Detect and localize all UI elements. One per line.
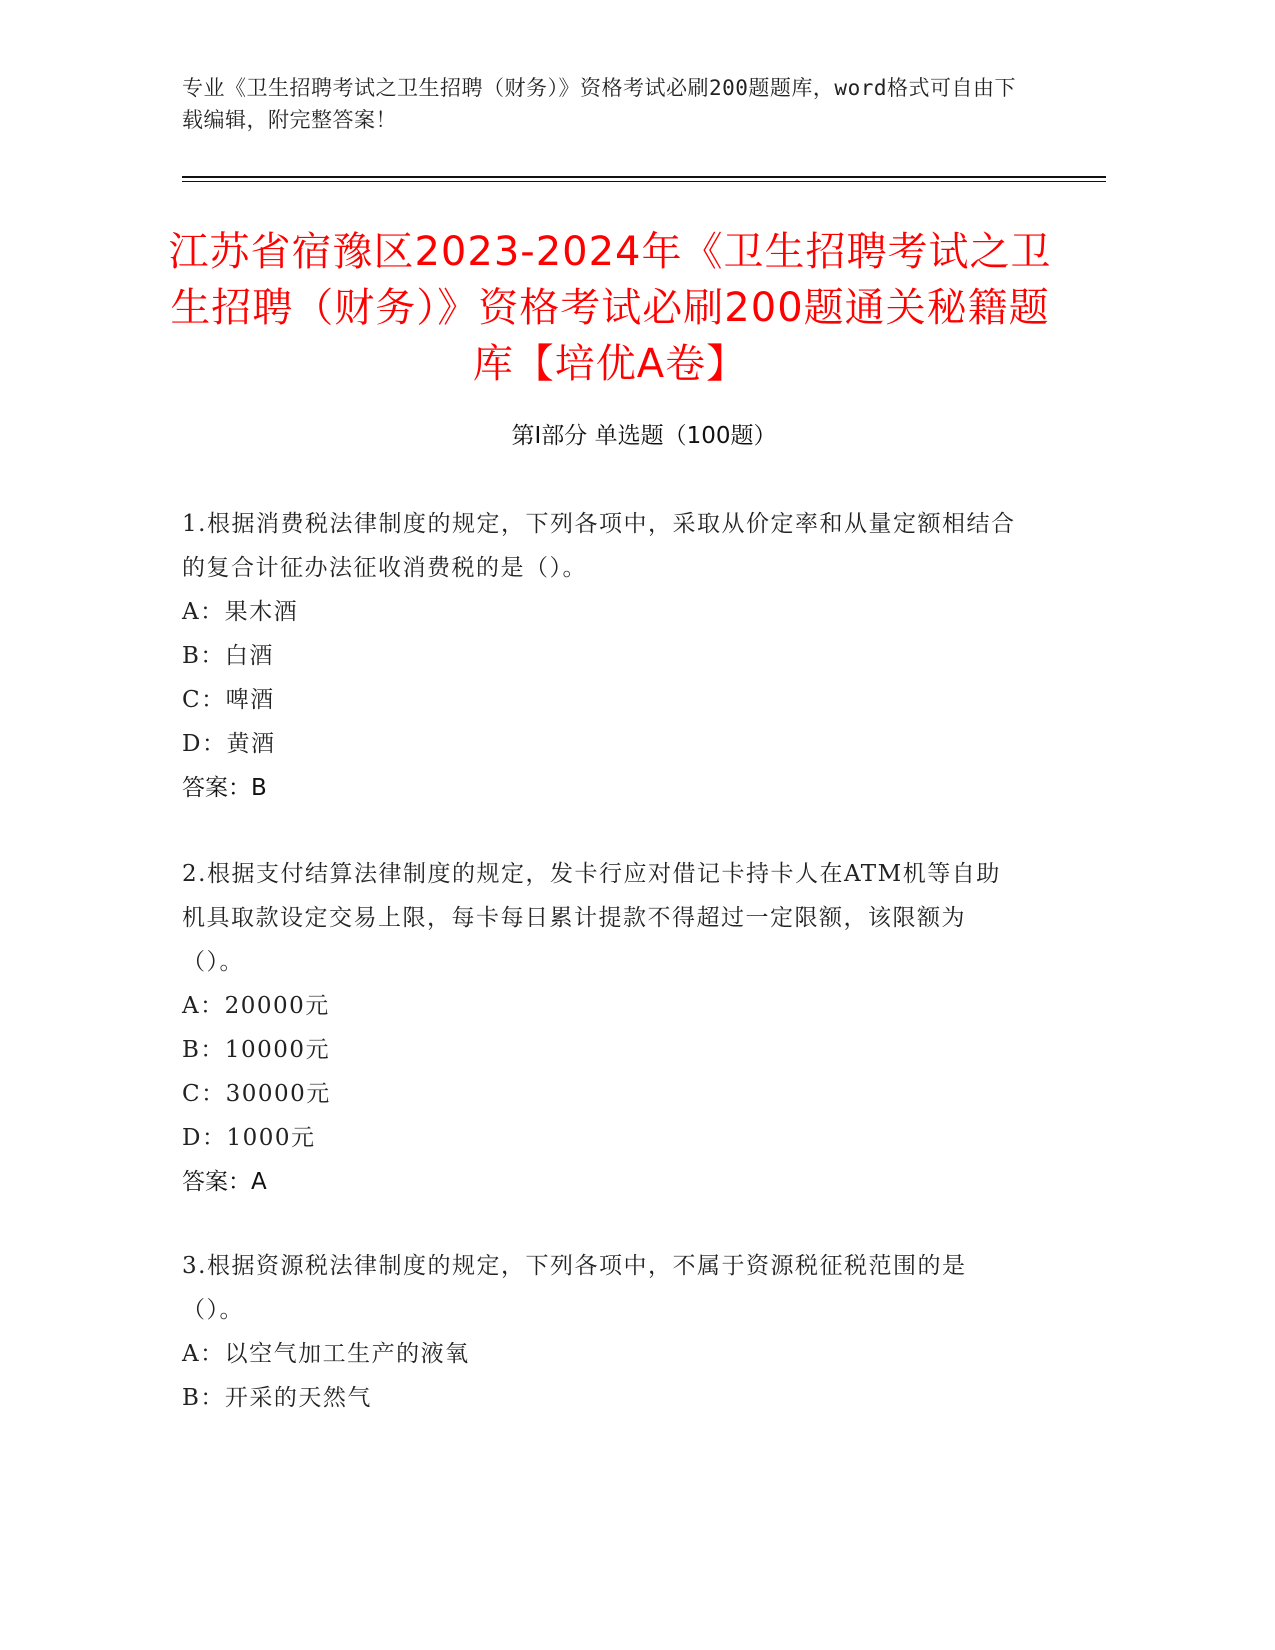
option-d: D：1000元 [182, 1125, 316, 1151]
option-a: A：以空气加工生产的液氧 [182, 1341, 470, 1367]
option-d: D：黄酒 [182, 731, 276, 757]
option-c: C：30000元 [182, 1081, 331, 1107]
answer: 答案：A [182, 1169, 267, 1195]
question-stem: 3.根据资源税法律制度的规定，下列各项中，不属于资源税征税范围的是（）。 [182, 1253, 967, 1323]
section-title: 第Ⅰ部分 单选题（100题） [511, 423, 777, 449]
question-1 [182, 502, 1022, 810]
option-b: B：开采的天然气 [182, 1385, 372, 1411]
question-2 [182, 852, 1022, 1204]
question-stem: 2.根据支付结算法律制度的规定，发卡行应对借记卡持卡人在ATM机等自助机具取款设定交易上限，每卡每日累计提款不得超过一定限额，该限额为（）。 [182, 861, 1001, 975]
question-3 [182, 1244, 1022, 1420]
option-b: B：白酒 [182, 643, 274, 669]
header-divider-thick [182, 176, 1106, 178]
option-a: A：20000元 [182, 993, 330, 1019]
question-stem: 1.根据消费税法律制度的规定，下列各项中，采取从价定率和从量定额相结合的复合计征办法征收消费税的是（）。 [182, 511, 1016, 581]
answer: 答案：B [182, 775, 267, 801]
header-divider-thin [182, 181, 1106, 182]
option-a: A：果木酒 [182, 599, 299, 625]
header-note: 专业《卫生招聘考试之卫生招聘（财务）》资格考试必刷200题题库，word格式可自由下载编辑，附完整答案！ [182, 76, 1016, 132]
document-title: 江苏省宿豫区2023-2024年《卫生招聘考试之卫生招聘（财务）》资格考试必刷200题通关秘籍题库【培优A卷】 [168, 229, 1052, 387]
option-c: C：啤酒 [182, 687, 275, 713]
option-b: B：10000元 [182, 1037, 331, 1063]
